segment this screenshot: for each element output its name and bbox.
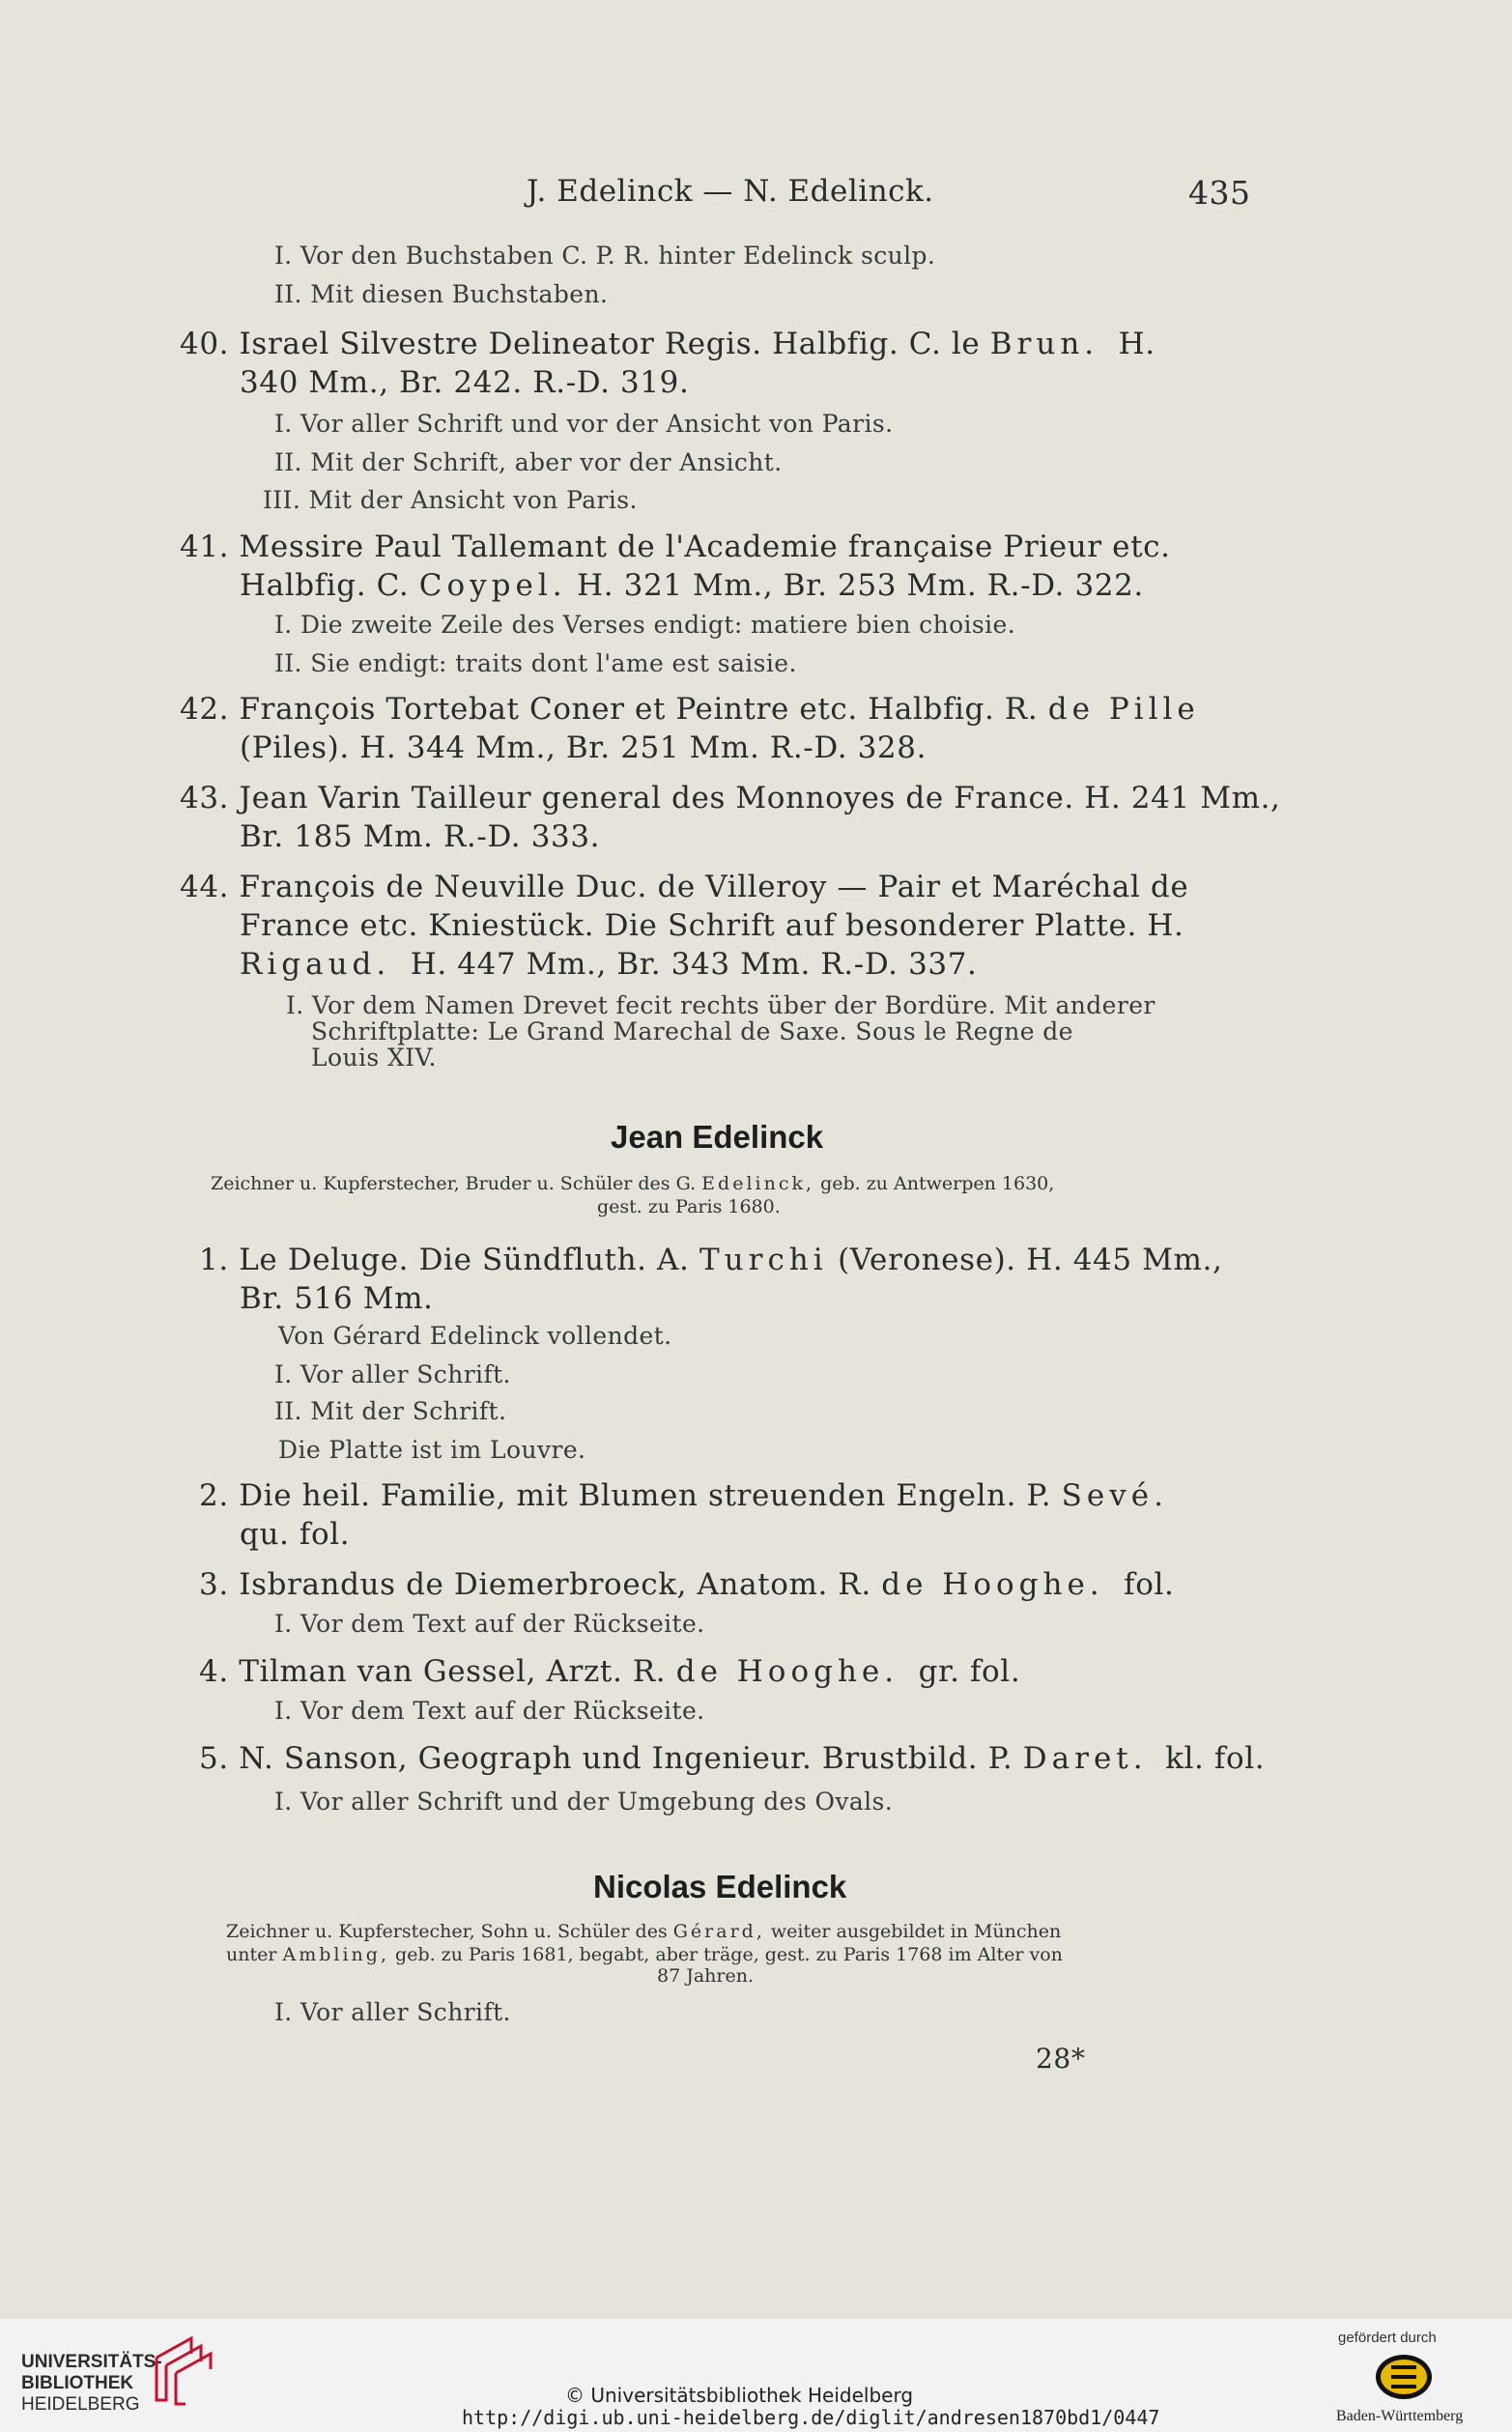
section-title-nicolas-edelinck: Nicolas Edelinck: [593, 1869, 847, 1904]
text-line: Die Platte ist im Louvre.: [278, 1436, 586, 1464]
library-name-line3: HEIDELBERG: [21, 2394, 140, 2415]
text-line: II. Mit der Schrift, aber vor der Ansicht.: [274, 448, 783, 476]
text-line: II. Mit der Schrift.: [274, 1397, 507, 1425]
text-line: Br. 516 Mm.: [240, 1281, 434, 1316]
text-line: I. Vor dem Text auf der Rückseite.: [274, 1697, 705, 1725]
text-line: Br. 185 Mm. R.-D. 333.: [240, 819, 601, 854]
text-line: I. Vor aller Schrift.: [274, 1360, 511, 1388]
text-line: I. Die zweite Zeile des Verses endigt: matiere bien choisie.: [274, 611, 1016, 639]
text-line: (Piles). H. 344 Mm., Br. 251 Mm. R.-D. 328.: [240, 730, 927, 765]
signature-mark: 28*: [1036, 2043, 1086, 2074]
entry-41: 41. Messire Paul Tallemant de l'Academie française Prieur etc.: [180, 529, 1171, 564]
biography-line: Zeichner u. Kupferstecher, Bruder u. Schüler des G. Edelinck, geb. zu Antwerpen 1630,: [211, 1173, 1055, 1194]
text-line: II. Sie endigt: traits dont l'ame est saisie.: [274, 649, 797, 677]
text-line: qu. fol.: [240, 1517, 351, 1552]
entry-43: 43. Jean Varin Tailleur general des Monnoyes de France. H. 241 Mm.,: [180, 781, 1281, 815]
source-url-link[interactable]: http://digi.ub.uni-heidelberg.de/diglit/andresen1870bd1/0447: [462, 2406, 1160, 2429]
text-line: Louis XIV.: [311, 1044, 437, 1072]
library-name-line1: UNIVERSITÄTS-: [21, 2352, 162, 2372]
entry-40: 40. Israel Silvestre Delineator Regis. Halbfig. C. le Brun. H.: [180, 327, 1155, 361]
text-line: I. Vor aller Schrift und vor der Ansicht von Paris.: [274, 410, 894, 438]
entry-44: 44. François de Neuville Duc. de Villeroy — Pair et Maréchal de: [180, 870, 1189, 904]
text-line: I. Vor den Buchstaben C. P. R. hinter Edelinck sculp.: [274, 242, 936, 270]
state-coat-of-arms-icon: [1374, 2352, 1434, 2402]
copyright-notice: © Universitätsbibliothek Heidelberg: [565, 2384, 914, 2407]
text-line: Von Gérard Edelinck vollendet.: [278, 1322, 672, 1350]
text-line: I. Vor dem Text auf der Rückseite.: [274, 1610, 705, 1638]
entry-3: 3. Isbrandus de Diemerbroeck, Anatom. R. de Hooghe. fol.: [199, 1567, 1175, 1602]
text-line: 340 Mm., Br. 242. R.-D. 319.: [240, 365, 690, 400]
biography-line: unter Ambling, geb. zu Paris 1681, begabt, aber träge, gest. zu Paris 1768 im Alter von: [226, 1944, 1063, 1965]
sponsor-name: Baden-Württemberg: [1336, 2408, 1464, 2424]
library-name-line2: BIBLIOTHEK: [21, 2373, 134, 2393]
text-line: I. Vor aller Schrift und der Umgebung des Ovals.: [274, 1788, 894, 1816]
entry-2: 2. Die heil. Familie, mit Blumen streuenden Engeln. P. Sevé.: [199, 1478, 1168, 1513]
biography-line: Zeichner u. Kupferstecher, Sohn u. Schüler des Gérard, weiter ausgebildet in München: [226, 1921, 1062, 1942]
text-line: Halbfig. C. Coypel. H. 321 Mm., Br. 253 Mm. R.-D. 322.: [240, 568, 1144, 603]
biography-line: 87 Jahren.: [657, 1965, 755, 1987]
text-line: I. Vor dem Namen Drevet fecit rechts über der Bordüre. Mit anderer: [286, 991, 1155, 1019]
library-logo-icon: [145, 2331, 220, 2408]
text-line: I. Vor aller Schrift.: [274, 1998, 511, 2026]
library-logo-text: [21, 2352, 162, 2416]
text-line: France etc. Kniestück. Die Schrift auf besonderer Platte. H.: [240, 908, 1184, 943]
sponsor-label: gefördert durch: [1338, 2330, 1437, 2346]
entry-1: 1. Le Deluge. Die Sündfluth. A. Turchi (Veronese). H. 445 Mm.,: [199, 1243, 1223, 1277]
text-line: Schriftplatte: Le Grand Marechal de Saxe. Sous le Regne de: [311, 1017, 1073, 1045]
text-line: Rigaud. H. 447 Mm., Br. 343 Mm. R.-D. 337.: [240, 947, 978, 982]
entry-4: 4. Tilman van Gessel, Arzt. R. de Hooghe. gr. fol.: [199, 1654, 1021, 1689]
section-title-jean-edelinck: Jean Edelinck: [611, 1119, 824, 1155]
running-title: J. Edelinck — N. Edelinck.: [527, 174, 934, 209]
text-line: III. Mit der Ansicht von Paris.: [263, 486, 638, 514]
text-line: II. Mit diesen Buchstaben.: [274, 280, 609, 308]
biography-line: gest. zu Paris 1680.: [597, 1196, 781, 1217]
page-number: 435: [1188, 174, 1251, 212]
entry-5: 5. N. Sanson, Geograph und Ingenieur. Brustbild. P. Daret. kl. fol.: [199, 1741, 1266, 1776]
entry-42: 42. François Tortebat Coner et Peintre etc. Halbfig. R. de Pille: [180, 692, 1200, 727]
